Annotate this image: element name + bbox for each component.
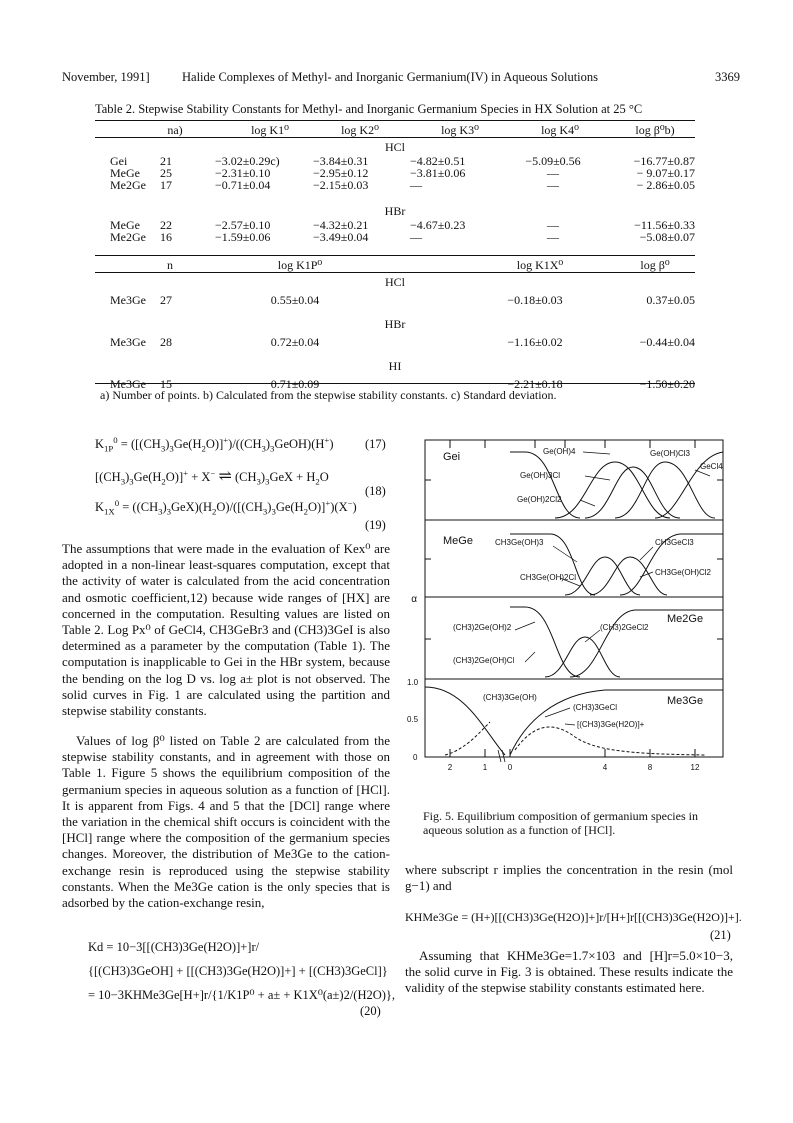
table-cell: −3.02±0.29c)	[215, 154, 280, 168]
section-label: HCl	[384, 140, 405, 154]
table-cell: −4.67±0.23	[410, 218, 466, 232]
table-caption: Table 2. Stepwise Stability Constants for Methyl- and Inorganic Germanium Species in HX Solution at 25 °C	[95, 102, 643, 116]
table-cell: −2.95±0.12	[313, 166, 369, 180]
panel-label-mege: MeGe	[443, 535, 473, 547]
table-cell: 0.55±0.04	[270, 293, 320, 307]
species-label: CH3Ge(OH)2Cl	[520, 573, 577, 582]
table-cell: 25	[160, 166, 172, 180]
species-label: CH3GeCl3	[655, 538, 694, 547]
leader-line	[545, 708, 570, 717]
x-tick-label: 8	[647, 763, 653, 772]
species-label: (CH3)3Ge(OH)	[483, 693, 537, 702]
species-label: CH3Ge(OH)Cl2	[655, 568, 712, 577]
table-cell: −2.15±0.03	[313, 178, 369, 192]
equation-20-line1: Kd = 10−3[[(CH3)3Ge(H2O)]+]r/	[88, 940, 260, 954]
species-label: GeCl4	[700, 462, 723, 471]
table-cell: −4.32±0.21	[313, 218, 369, 232]
column-header: n	[167, 258, 173, 272]
table-cell: 0.37±0.05	[646, 293, 695, 307]
curve-me3ge-h2o-right	[515, 727, 705, 755]
table-rule	[95, 272, 695, 273]
running-title: Halide Complexes of Methyl- and Inorganic Germanium(IV) in Aqueous Solutions	[182, 70, 599, 84]
column-header: na)	[167, 123, 183, 137]
equation-17: $K_{1P}^0$ = $([(CH_3)_3Ge(H_2O)]^+)/((CH_3)_3GeOH)(H^+)$	[95, 434, 334, 454]
curve-me2ge-1	[510, 607, 580, 677]
table-cell: −4.82±0.51	[410, 154, 466, 168]
section-label: HBr	[384, 204, 406, 218]
y-axis-label: α	[411, 594, 417, 605]
table-cell: —	[547, 178, 559, 192]
column-header: log β⁰b)	[635, 123, 675, 137]
table-rule	[95, 137, 695, 138]
leader-line	[580, 500, 595, 506]
page-number: 3369	[715, 70, 740, 84]
panel-label-me2ge: Me2Ge	[667, 613, 704, 625]
equation-21-number: (21)	[710, 928, 731, 942]
table-cell: −1.50±0.20	[639, 377, 695, 391]
table-cell: Me3Ge	[110, 377, 146, 391]
table-cell: 27	[160, 293, 172, 307]
table-cell: −2.31±0.10	[215, 166, 271, 180]
leader-line	[640, 547, 653, 560]
leader-line	[585, 476, 610, 480]
table-footnote: a) Number of points. b) Calculated from the stepwise stability constants. c) Standard deviation.	[100, 388, 557, 402]
species-label: (CH3)3GeCl	[573, 703, 618, 712]
table-cell: −11.56±0.33	[634, 218, 695, 232]
column-header: log β⁰	[640, 258, 670, 272]
table-cell: − 9.07±0.17	[636, 166, 695, 180]
panel-label-gei: Gei	[443, 451, 461, 463]
right-paragraph-2: Assuming that KHMe3Ge=1.7×103 and [H]r=5.0×10−3, the solid curve in Fig. 3 is obtained. These results indicate the validity of the stepwise stability constants estimated here.	[405, 948, 733, 996]
axis-break	[498, 750, 505, 762]
species-label: [(CH3)3Ge(H2O)]+	[577, 720, 645, 729]
table-cell: Me3Ge	[110, 335, 146, 349]
paragraph-2: Values of log β⁰ listed on Table 2 are calculated from the stepwise stability constants, and in agreement with those on Table 1. Figure 5 shows the equilibrium composition of the germanium species in aqueous solution as a function of [HCl]. It is apparent from Figs. 4 and 5 that the [DCl] range where the variation in the chemical shift occurs is coincident with the [HCl] range where the composition of the germanium species changes. Moreover, the distribution of Me3Ge to the cation-exchange resin is reproduced using the stepwise stability constants. When the Me3Ge cation is the only species that is adsorbed by the cation-exchange resin,	[62, 733, 390, 911]
x-tick-label: 1	[482, 763, 488, 772]
paragraph-1: The assumptions that were made in the evaluation of Kex⁰ are adopted in a non-linear least-squares computation, except that the activity of water is calculated from the acid concentration and osmotic coefficient,12) because wide ranges of [HX] are concerned in the computation. Resulting values are listed on Table 2. Log Px⁰ of GeCl4, CH3GeBr3 and (CH3)3GeI is also determined as a parameter by the computation (Table 1). The computation is inapplicable to Gei in the HBr system, because the bending on the log D vs. log a± plot is not observed. The solid curves in Fig. 1 are calculated using the partition and stepwise stability constants.	[62, 541, 390, 719]
table-cell: MeGe	[110, 166, 140, 180]
equation-20-line2: {[(CH3)3GeOH] + [[(CH3)3Ge(H2O)]+] + [(CH3)3GeCl]}	[88, 964, 388, 978]
table-cell: −5.09±0.56	[525, 154, 581, 168]
curve-gei-oh4	[510, 452, 580, 518]
table-cell: —	[547, 218, 559, 232]
curve-me2ge-2	[545, 637, 620, 677]
table-cell: 15	[160, 377, 172, 391]
table-cell: −2.57±0.10	[215, 218, 271, 232]
table-cell: 28	[160, 335, 172, 349]
species-label: Ge(OH)2Cl2	[517, 495, 562, 504]
column-header: log K2⁰	[341, 123, 379, 137]
column-header: log K1P⁰	[277, 258, 323, 272]
leader-line	[553, 546, 577, 562]
table-cell: 0.72±0.04	[270, 335, 320, 349]
table-cell: −0.18±0.03	[507, 293, 563, 307]
column-header: log K1X⁰	[516, 258, 564, 272]
panel-label-me3ge: Me3Ge	[667, 695, 704, 707]
table-cell: − 2.86±0.05	[636, 178, 695, 192]
section-label: HBr	[384, 317, 406, 331]
table-cell: −1.16±0.02	[507, 335, 563, 349]
species-label: (CH3)2GeCl2	[600, 623, 649, 632]
table-cell: Me2Ge	[110, 178, 146, 192]
table-cell: 17	[160, 178, 172, 192]
equation-17-number: (17)	[365, 437, 386, 451]
table-cell: MeGe	[110, 218, 140, 232]
x-tick-label: 4	[602, 763, 608, 772]
table-cell: Me3Ge	[110, 293, 146, 307]
equation-20-line3: = 10−3KHMe3Ge[H+]r/{1/K1P⁰ + a± + K1X⁰(a±)2/(H2O)},	[88, 988, 396, 1002]
section-label: HI	[388, 359, 402, 373]
right-paragraph-1: where subscript r implies the concentration in the resin (mol g−1) and	[405, 862, 733, 894]
leader-line	[583, 452, 610, 454]
table-cell: −3.49±0.04	[313, 230, 369, 244]
table-cell: 21	[160, 154, 172, 168]
table-cell: —	[547, 166, 559, 180]
table-cell: −2.21±0.18	[507, 377, 563, 391]
equation-18-number: (18)	[365, 484, 386, 498]
leader-line	[525, 652, 535, 662]
table-cell: −0.71±0.04	[215, 178, 271, 192]
figure-5	[405, 432, 735, 772]
table-cell: Gei	[110, 154, 128, 168]
species-label: Ge(OH)3Cl	[520, 471, 561, 480]
species-label: CH3Ge(OH)3	[495, 538, 544, 547]
leader-line	[515, 622, 535, 630]
table-cell: 22	[160, 218, 172, 232]
species-label: (CH3)2Ge(OH)2	[453, 623, 512, 632]
species-label: Ge(OH)4	[543, 447, 576, 456]
table-cell: —	[410, 230, 422, 244]
curve-me3ge-h2o-left	[445, 722, 490, 755]
table-cell: 0.71±0.09	[270, 377, 320, 391]
table-cell: −16.77±0.87	[633, 154, 695, 168]
table-cell: −1.59±0.06	[215, 230, 271, 244]
journal-date: November, 1991]	[62, 70, 150, 84]
species-label: (CH3)2Ge(OH)Cl	[453, 656, 515, 665]
equation-19: $K_{1X}^0 = ((CH_3)_3GeX)(H_2O)/([(CH_3)_3Ge(H_2O)]^+)(X^-)$	[95, 497, 357, 517]
table-cell: −0.44±0.04	[639, 335, 695, 349]
equation-20-number: (20)	[360, 1004, 381, 1018]
table-cell: −3.84±0.31	[313, 154, 369, 168]
y-tick-label: 0.5	[407, 715, 419, 724]
y-tick-label: 0	[413, 753, 418, 762]
leader-line	[565, 724, 575, 725]
equation-19-number: (19)	[365, 518, 386, 532]
equation-21: KHMe3Ge = (H+)[[(CH3)3Ge(H2O)]+]r/[H+]r[[(CH3)3Ge(H2O)]+].	[405, 910, 742, 924]
table-rule-top	[95, 120, 695, 121]
species-label: Ge(OH)Cl3	[650, 449, 691, 458]
table-cell: 16	[160, 230, 172, 244]
x-tick-label: 2	[447, 763, 453, 772]
curve-gei-oh2cl2	[585, 467, 680, 518]
figure-caption: Fig. 5. Equilibrium composition of germanium species in aqueous solution as a function of [HCl].	[423, 809, 698, 837]
column-header: log K3⁰	[441, 123, 479, 137]
table-rule	[95, 255, 695, 256]
column-header: log K1⁰	[251, 123, 289, 137]
table-cell: −5.08±0.07	[639, 230, 695, 244]
table-cell: Me2Ge	[110, 230, 146, 244]
equation-18: $[(CH_3)_3Ge(H_2O)]^+ + X^-$ ⇌ $(CH_3)_3GeX + H_2O$	[95, 467, 329, 487]
table-cell: —	[547, 230, 559, 244]
y-tick-label: 1.0	[407, 678, 419, 687]
column-header: log K4⁰	[541, 123, 579, 137]
x-tick-label: 12	[690, 763, 700, 772]
x-tick-label: 0	[507, 763, 513, 772]
table-cell: —	[410, 178, 422, 192]
table-cell: −3.81±0.06	[410, 166, 466, 180]
section-label: HCl	[384, 275, 405, 289]
